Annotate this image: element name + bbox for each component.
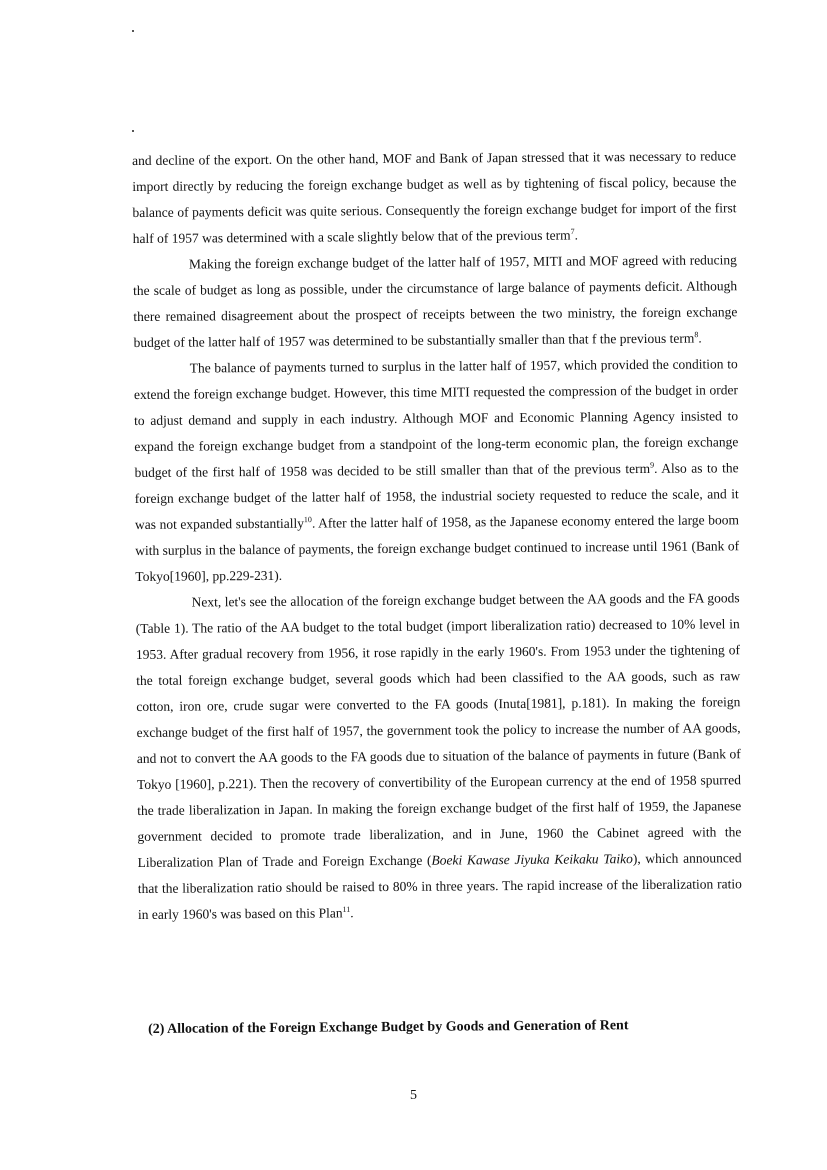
scan-mark — [132, 30, 134, 32]
footnote-ref: 7 — [570, 227, 575, 237]
footnote-ref: 9 — [650, 460, 655, 470]
paragraph: Making the foreign exchange budget of the latter half of 1957, MITI and MOF agreed with reducing the scale of budget as long as possible, under the circumstance of large balance of payments deficit. Although there remained disagreement about the prospect of receipts between the two ministry, the foreign exchange budget of the latter half of 1957 was determined to be substantially smaller than that f the previous term$^8$. — [133, 252, 738, 350]
page-number: 5 — [410, 1088, 417, 1103]
body-text — [132, 143, 742, 928]
section-heading: (2) Allocation of the Foreign Exchange Budget by Goods and Generation of Rent — [148, 1018, 629, 1037]
footnote-ref: 8 — [694, 330, 699, 340]
paragraph: Next, let's see the allocation of the foreign exchange budget between the AA goods and the FA goods (Table 1). The ratio of the AA budget to the total budget (import liberalization ratio) decreased to 10% level in 1953. After gradual recovery from 1956, it rose rapidly in the early 1960's. From 1953 under the tightening of the total foreign exchange budget, several goods which had been classified to the AA goods, such as raw cotton, iron ore, crude sugar were converted to the FA goods (Inuta[1981], p.181). In making the foreign exchange budget of the first half of 1957, the government took the policy to increase the number of AA goods, and not to convert the AA goods to the FA goods due to situation of the balance of payments in future (Bank of Tokyo [1960], p.221). Then the recovery of convertibility of the European currency at the end of 1958 spurred the trade liberalization in Japan. In making the foreign exchange budget of the first half of 1959, the Japanese government decided to promote trade liberalization, and in June, 1960 the Cabinet agreed with the Liberalization Plan of Trade and Foreign Exchange (Boeki Kawase Jiyuka Keikaku Taiko), which announced that the liberalization ratio should be raised to 80% in three years. The rapid increase of the liberalization ratio in early 1960's was based on this Plan$^{11}$. — [135, 590, 742, 922]
italic-term: Boeki Kawase Jiyuka Keikaku Taiko — [431, 851, 633, 868]
footnote-ref: 10 — [303, 515, 312, 525]
paragraph: The balance of payments turned to surplus in the latter half of 1957, which provided the condition to extend the foreign exchange budget. However, this time MITI requested the compression of the budget in order to adjust demand and supply in each industry. Although MOF and Economic Planning Agency insisted to expand the foreign exchange budget from a standpoint of the long-term economic plan, the foreign exchange budget of the first half of 1958 was decided to be still smaller than that of the previous term$^9$. Also as to the foreign exchange budget of the latter half of 1958, the industrial society requested to reduce the scale, and it was not expanded substantially$^{10}$. After the latter half of 1958, as the Japanese economy entered the large boom with surplus in the balance of payments, the foreign exchange budget continued to increase until 1961 (Bank of Tokyo[1960], pp.229-231). — [133, 356, 740, 584]
footnote-ref: 11 — [342, 904, 351, 914]
scan-mark — [132, 130, 134, 132]
paragraph: and decline of the export. On the other hand, MOF and Bank of Japan stressed that it was necessary to reduce import directly by reducing the foreign exchange budget as well as by tightening of fiscal policy, because the balance of payments deficit was quite serious. Consequently the foreign exchange budget for import of the first half of 1957 was determined with a scale slightly below that of the previous term$^7$. — [132, 148, 737, 246]
